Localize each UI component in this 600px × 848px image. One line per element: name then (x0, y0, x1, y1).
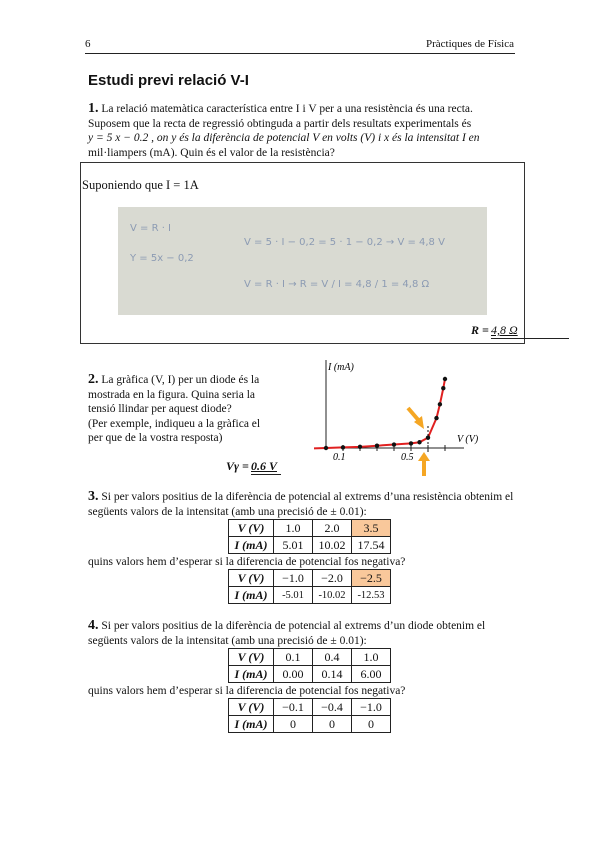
q4-line-2: següents valors de la intensitat (amb una precisió de ± 0.01): (88, 634, 367, 647)
answer-1-value: 4,8 Ω (491, 323, 569, 339)
question-4-number: 4. (88, 618, 99, 633)
table-row (229, 649, 391, 666)
q1-line-3: y = 5 x − 0.2 , on y és la diferència de potencial V en volts (V) i x és la intensitat I en (88, 132, 480, 145)
table-cell: 1.0 (352, 649, 391, 666)
table-cell-highlighted: −2.5 (352, 570, 391, 587)
table-row (229, 699, 391, 716)
question-4-text (88, 619, 533, 648)
table-cell: 0.00 (274, 666, 313, 683)
answer-2-value: 0.6 V (251, 459, 281, 475)
table-header: V (V) (229, 570, 274, 587)
data-point (324, 446, 328, 450)
data-point (409, 441, 413, 445)
table-cell: 0 (352, 716, 391, 733)
fit-curve (314, 379, 445, 449)
data-point (417, 440, 421, 444)
page-title: Estudi previ relació V-I (88, 72, 249, 89)
table-cell: 0.1 (274, 649, 313, 666)
data-point (341, 445, 345, 449)
x-tick-label-0.5: 0.5 (401, 452, 414, 463)
q4-table-negative (228, 698, 391, 733)
x-axis-label: V (V) (457, 434, 479, 445)
arrow-diagonal-icon (408, 408, 424, 429)
table-row (229, 666, 391, 683)
answer-1-label: R = (471, 323, 489, 337)
q3-table-positive (228, 519, 391, 554)
handwriting-line-3: V = 5 · I − 0,2 = 5 · 1 − 0,2 → V = 4,8 V (244, 237, 445, 248)
arrow-up-icon (418, 452, 430, 476)
table-cell: 0.14 (313, 666, 352, 683)
table-cell: 0 (274, 716, 313, 733)
data-point (438, 402, 442, 406)
handwriting-line-2: Y = 5x − 0,2 (130, 253, 194, 264)
data-point (358, 445, 362, 449)
table-header: V (V) (229, 520, 274, 537)
data-point (434, 416, 438, 420)
handwriting-line-1: V = R · I (130, 223, 172, 234)
table-row (229, 520, 391, 537)
handwriting-line-4: V = R · I → R = V / I = 4,8 / 1 = 4,8 Ω (244, 279, 430, 290)
table-cell: 10.02 (313, 537, 352, 554)
table-cell: -10.02 (313, 587, 352, 604)
table-header: I (mA) (229, 537, 274, 554)
table-cell: 17.54 (352, 537, 391, 554)
document-title: Pràctiques de Física (426, 38, 514, 50)
page-number: 6 (85, 38, 91, 50)
question-3-number: 3. (88, 489, 99, 504)
q4-table-positive (228, 648, 391, 683)
q2-line-4: (Per exemple, indiqueu a la gràfica el (88, 417, 261, 430)
answer-2-label: Vγ = (226, 459, 249, 473)
table-header: I (mA) (229, 587, 274, 604)
table-cell-highlighted: 3.5 (352, 520, 391, 537)
table-cell: −1.0 (352, 699, 391, 716)
table-row (229, 716, 391, 733)
q3-line-2: següents valors de la intensitat (amb una precisió de ± 0.01): (88, 505, 367, 518)
q3-question: quins valors hem d’esperar si la diferencia de potencial fos negativa? (88, 556, 406, 568)
x-tick-label-0.1: 0.1 (333, 452, 346, 463)
q4-line-1: Si per valors positius de la diferència de potencial al extrems d’un diode obtenim el (98, 620, 486, 632)
table-row (229, 537, 391, 554)
question-3-text (88, 490, 533, 519)
table-cell: 2.0 (313, 520, 352, 537)
question-2-number: 2. (88, 372, 99, 387)
data-point (375, 444, 379, 448)
header-rule (85, 53, 515, 54)
table-cell: 1.0 (274, 520, 313, 537)
data-point (441, 386, 445, 390)
q2-line-3: tensió llindar per aquest diode? (88, 403, 232, 416)
answer-1-intro: Suponiendo que I = 1A (82, 178, 199, 192)
table-header: V (V) (229, 649, 274, 666)
question-1-number: 1. (88, 101, 99, 116)
data-point (392, 442, 396, 446)
q2-line-1: La gràfica (V, I) per un diode és la (98, 374, 260, 386)
question-2-text (88, 373, 303, 446)
table-cell: −0.4 (313, 699, 352, 716)
table-cell: 0 (313, 716, 352, 733)
q1-line-2: Suposem que la recta de regressió obtinguda a partir dels resultats experimentals és (88, 117, 472, 130)
table-cell: 6.00 (352, 666, 391, 683)
diode-iv-graph (314, 356, 524, 478)
table-cell: −1.0 (274, 570, 313, 587)
table-cell: −0.1 (274, 699, 313, 716)
q4-question: quins valors hem d’esperar si la diferencia de potencial fos negativa? (88, 685, 406, 697)
table-cell: -12.53 (352, 587, 391, 604)
table-header: V (V) (229, 699, 274, 716)
data-point (443, 377, 447, 381)
handwritten-photo (118, 207, 487, 315)
q2-line-2: mostrada en la figura. Quina seria la (88, 388, 256, 401)
table-row (229, 587, 391, 604)
q1-line-4: mil·liampers (mA). Quin és el valor de la resistència? (88, 146, 335, 159)
q1-line-1: La relació matemàtica característica entre I i V per a una resistència és una recta. (98, 103, 473, 115)
q3-line-1: Si per valors positius de la diferència de potencial al extrems d’una resistència obtenim el (98, 491, 514, 503)
question-1-text (88, 102, 508, 160)
table-header: I (mA) (229, 716, 274, 733)
table-cell: 5.01 (274, 537, 313, 554)
table-cell: 0.4 (313, 649, 352, 666)
data-points (324, 377, 447, 450)
table-header: I (mA) (229, 666, 274, 683)
q2-line-5: per que de la vostra resposta) (88, 432, 223, 445)
q3-table-negative (228, 569, 391, 604)
table-cell: −2.0 (313, 570, 352, 587)
table-cell: -5.01 (274, 587, 313, 604)
table-row (229, 570, 391, 587)
y-axis-label: I (mA) (328, 362, 354, 373)
